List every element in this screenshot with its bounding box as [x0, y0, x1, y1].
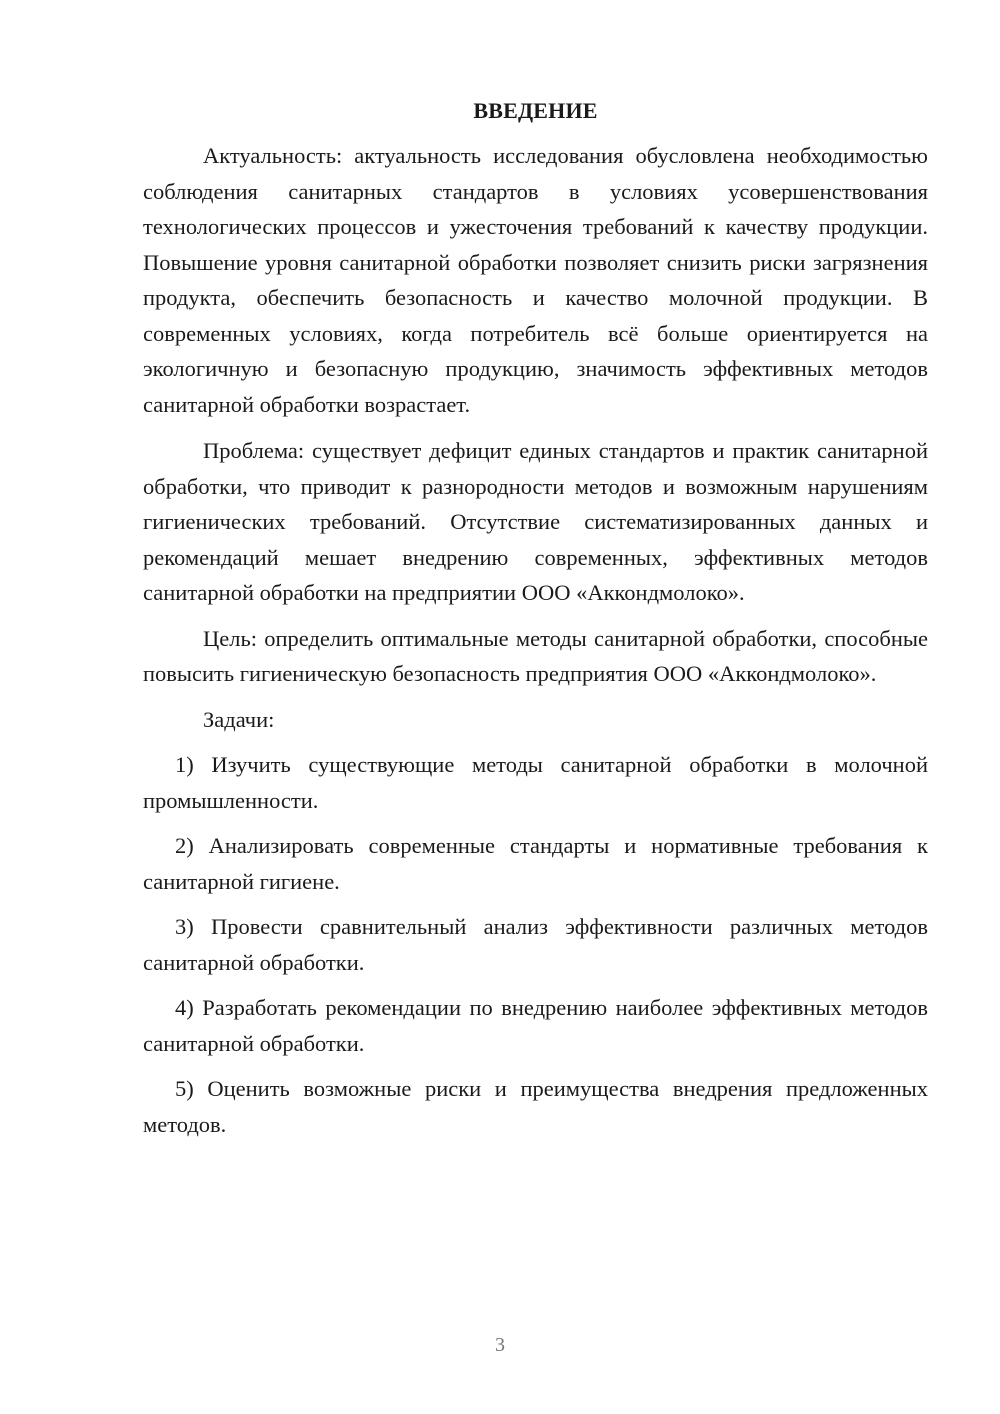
section-heading: ВВЕДЕНИЕ [473, 98, 598, 123]
task-item-1: 1) Изучить существующие методы санитарной обработки в молочной промышленности. [143, 752, 928, 813]
task-item-5: 5) Оценить возможные риски и преимущества внедрения предложенных методов. [143, 1076, 928, 1137]
task-item-3: 3) Провести сравнительный анализ эффективности различных методов санитарной обработки. [143, 914, 928, 975]
task-item-2: 2) Анализировать современные стандарты и нормативные требования к санитарной гигиене. [143, 833, 928, 894]
tasks-label: Задачи: [203, 706, 275, 732]
page-content [143, 96, 928, 1152]
relevance-paragraph: Актуальность: актуальность исследования обусловлена необходимостью соблюдения санитарных стандартов в условиях усовершенствования технологических процессов и ужесточения требований к качеству продукции. Повышение уровня санитарной обработки позволяет снизить риски загрязнения продукта, обеспечить безопасность и качество молочной продукции. В современных условиях, когда потребитель всё больше ориентируется на экологичную и безопасную продукцию, значимость эффективных методов санитарной обработки возрастает. [143, 143, 928, 417]
page-number: 3 [495, 1334, 505, 1356]
goal-paragraph: Цель: определить оптимальные методы санитарной обработки, способные повысить гигиеническую безопасность предприятия ООО «Акк​ондмолоко». [143, 625, 928, 686]
task-item-4: 4) Разработать рекомендации по внедрению наиболее эффективных методов санитарной обработки. [143, 995, 928, 1056]
problem-paragraph: Проблема: существует дефицит единых стандартов и практик санитарной обработки, что приводит к разнородности методов и возможным нарушениям гигиенических требований. Отсутствие систематизированных данных и рекомендаций мешает внедрению современных, эффективных методов санитарной обработки на предприятии ООО «Акк​ондмолоко». [143, 438, 928, 605]
